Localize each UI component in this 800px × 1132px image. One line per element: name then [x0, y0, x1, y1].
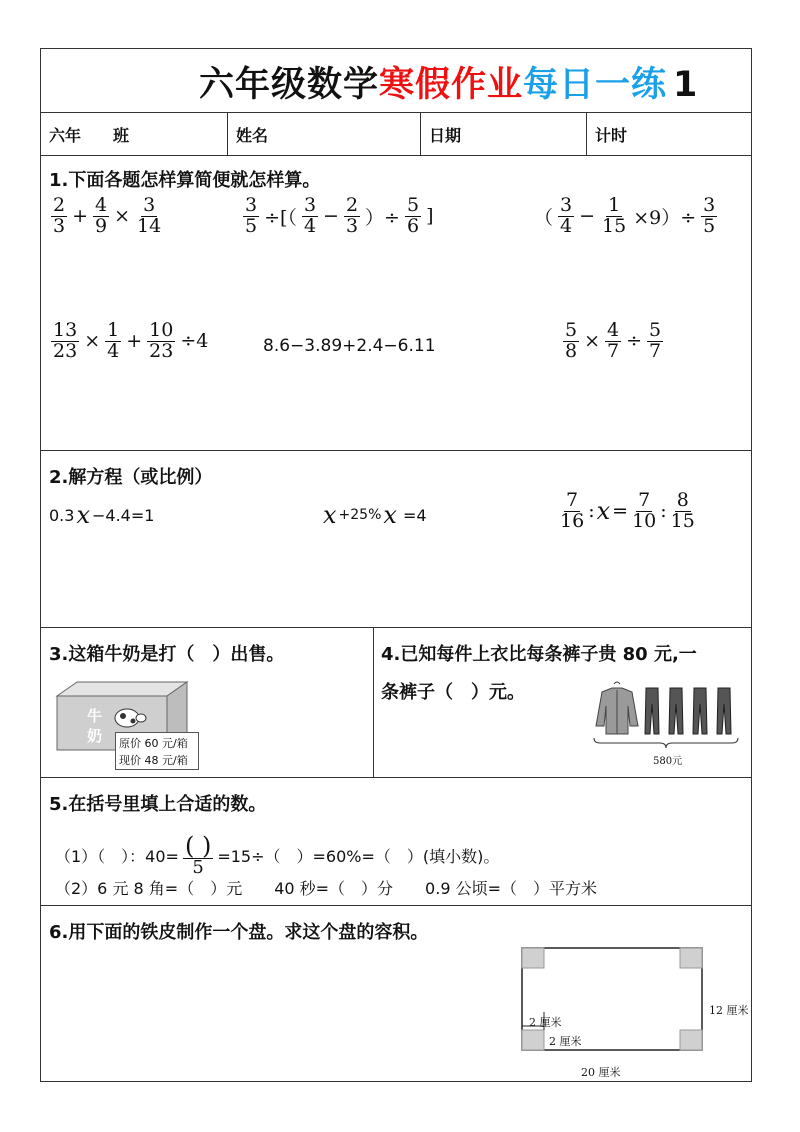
question-2: [41, 451, 751, 628]
q5-fraction[interactable]: $\frac{( )}{5}$: [184, 832, 212, 878]
class-field[interactable]: 六年 班: [41, 113, 228, 155]
q3-heading: 3.这箱牛奶是打（ ）出售。: [49, 644, 285, 665]
question-5: [41, 778, 751, 906]
date-field[interactable]: 日期: [421, 113, 587, 155]
jacket-icon: [596, 682, 638, 734]
iron-sheet-diagram: [516, 942, 706, 1064]
q1-heading: 1.下面各题怎样算简便就怎样算。: [49, 170, 321, 191]
question-6: [41, 906, 751, 1083]
q1-expr-6: $\frac{5}{8}$ × $\frac{4}{7}$ ÷ $\frac{5}{7}$: [565, 319, 662, 362]
price-original: 原价 60 元/箱: [119, 737, 188, 750]
page-title: 六年级数学寒假作业每日一练 1: [199, 65, 699, 105]
question-1: [41, 156, 751, 451]
label-12cm: 12 厘米: [709, 1004, 749, 1017]
box-label-bottom: 奶: [87, 727, 103, 745]
q5-line-1: （1）（ ）：40= $\frac{( )}{5}$ =15÷（ ）=60%=（ ）(填小数)。: [55, 832, 500, 878]
q5-line-2: （2）6 元 8 角=（ ）元 40 秒=（ ）分 0.9 公顷=（ ）平方米: [55, 879, 597, 898]
trousers-icon: [645, 688, 731, 734]
question-3-4: [41, 628, 751, 778]
name-field[interactable]: 姓名: [228, 113, 421, 155]
timer-field[interactable]: 计时: [595, 126, 628, 145]
label-20cm: 20 厘米: [581, 1066, 621, 1079]
box-label-top: 牛: [87, 707, 103, 725]
q5-heading: 5.在括号里填上合适的数。: [49, 794, 267, 815]
q2-eq-3: $\frac{7}{16}$ : x = $\frac{7}{10}$ : $\frac{8}{15}$: [560, 489, 695, 532]
total-price-label: 580元: [653, 756, 683, 767]
q6-heading: 6.用下面的铁皮制作一个盘。求这个盘的容积。: [49, 922, 429, 943]
title-row: [41, 49, 751, 113]
price-now: 现价 48 元/箱: [119, 754, 188, 767]
q4-heading-line2: 条裤子（ ）元。: [381, 682, 525, 703]
q1-expr-2: $\frac{3}{5}$ ÷[（ $\frac{3}{4}$ − $\frac{2}{3}$ ）÷ $\frac{5}{6}$ ]: [245, 194, 434, 237]
price-tag: [115, 732, 199, 770]
q1-expr-5: 8.6−3.89+2.4−6.11: [263, 336, 436, 356]
q2-eq-2: x +25% x =4: [323, 501, 427, 529]
q4-heading-line1: 4.已知每件上衣比每条裤子贵 80 元,一: [381, 644, 697, 665]
q1-expr-1: $\frac{2}{3}$ + $\frac{4}{9}$ × $\frac{3}{14}$: [53, 194, 162, 237]
q1-expr-3: （ $\frac{3}{4}$ − $\frac{1}{15}$ ×9）÷ $\frac{3}{5}$: [534, 194, 716, 237]
label-2cm-a: 2 厘米: [529, 1016, 562, 1029]
info-row: [41, 113, 751, 156]
label-2cm-b: 2 厘米: [549, 1035, 582, 1048]
q2-heading: 2.解方程（或比例）: [49, 467, 213, 488]
worksheet: [40, 48, 752, 1082]
clothes-illustration: [586, 678, 746, 754]
q2-eq-1: 0.3 x −4.4=1: [49, 501, 155, 529]
q1-expr-4: $\frac{13}{23}$ × $\frac{1}{4}$ + $\frac{10}{23}$ ÷4: [53, 319, 209, 362]
